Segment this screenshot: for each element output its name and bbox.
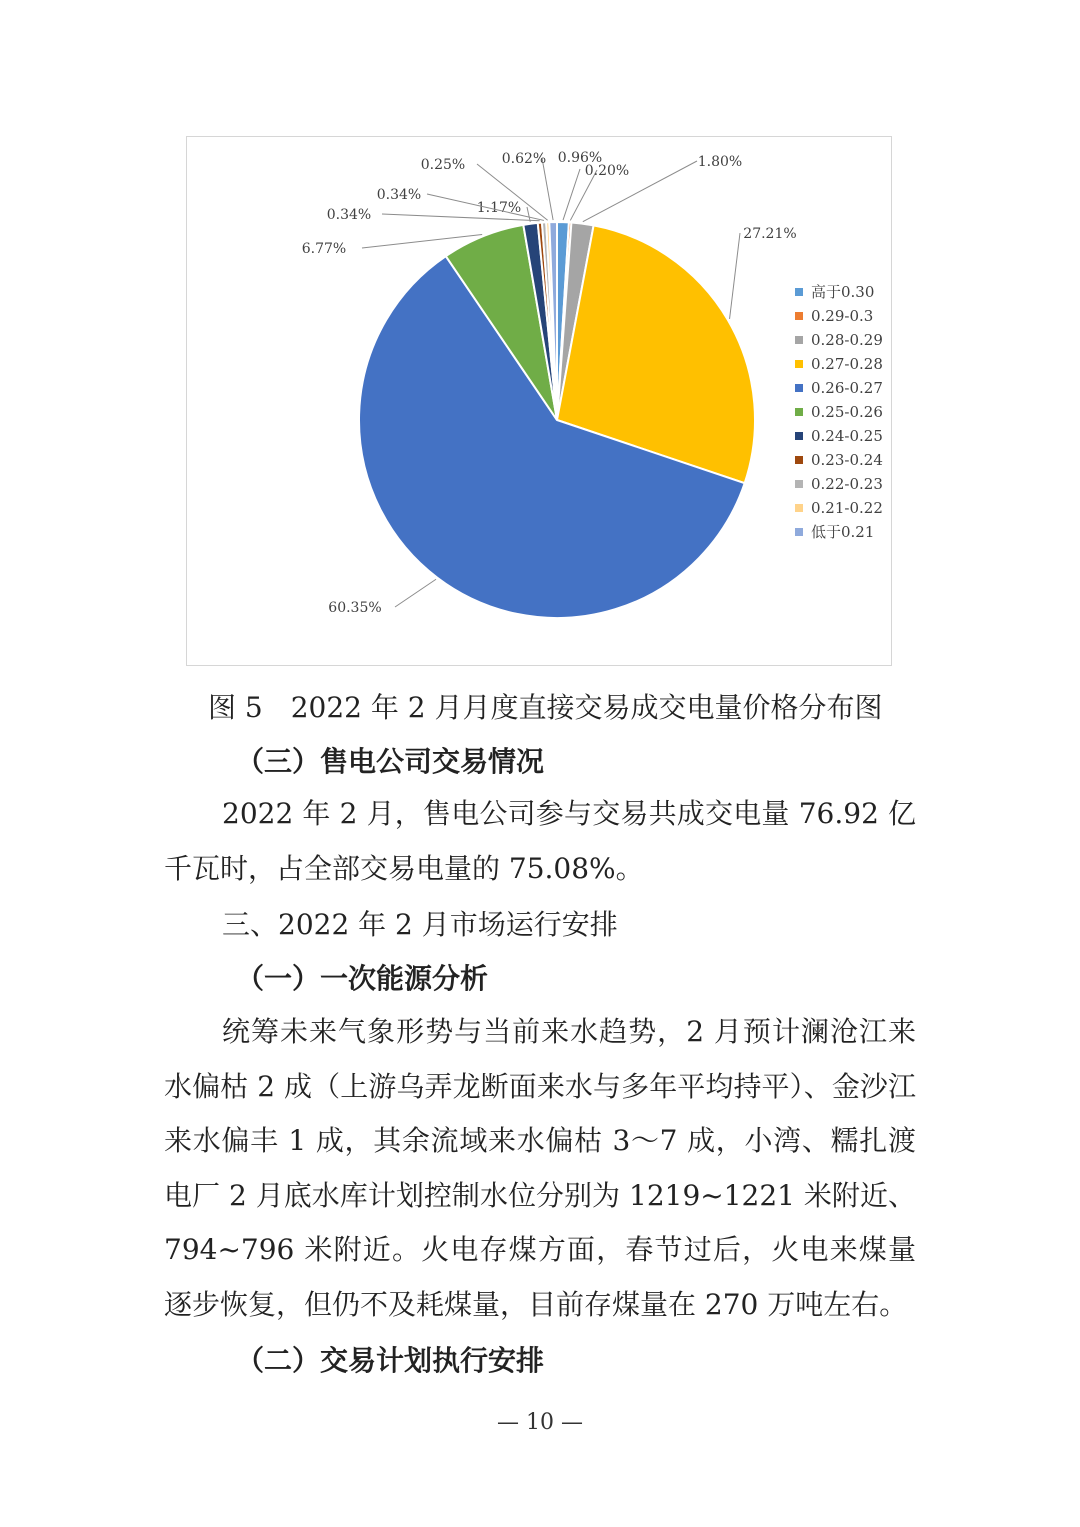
- sub-2-heading: （二）交易计划执行安排: [236, 1344, 545, 1377]
- leader-line: [730, 233, 740, 319]
- legend-item: [795, 424, 883, 448]
- legend-label: 低于0.21: [811, 523, 875, 541]
- legend-item: [795, 520, 883, 544]
- legend-label: 0.28-0.29: [811, 331, 883, 349]
- legend-swatch: [795, 312, 803, 320]
- section-3-paragraph: 2022 年 2 月，售电公司参与交易共成交电量 76.92 亿千瓦时，占全部交易电量的 75.08%。: [164, 797, 916, 885]
- data-label: 0.20%: [584, 163, 630, 179]
- leader-line: [563, 169, 580, 220]
- legend-label: 0.24-0.25: [811, 427, 883, 445]
- data-label: 60.35%: [328, 600, 382, 616]
- section-3-heading: （三）售电公司交易情况: [236, 745, 545, 778]
- legend-swatch: [795, 456, 803, 464]
- legend-swatch: [795, 432, 803, 440]
- legend-swatch: [795, 528, 803, 536]
- leader-line: [527, 207, 530, 222]
- part-3-heading: 三、2022 年 2 月市场运行安排: [222, 908, 618, 941]
- legend-label: 0.25-0.26: [811, 403, 883, 421]
- legend-item: [795, 496, 883, 520]
- chart-legend: [795, 280, 883, 544]
- legend-swatch: [795, 336, 803, 344]
- leader-line: [542, 158, 553, 220]
- data-label: 1.17%: [476, 200, 522, 216]
- legend-label: 0.22-0.23: [811, 475, 883, 493]
- legend-label: 0.29-0.3: [811, 307, 874, 325]
- data-label: 0.96%: [557, 150, 603, 166]
- legend-item: [795, 472, 883, 496]
- legend-item: [795, 328, 883, 352]
- legend-label: 高于0.30: [811, 283, 875, 301]
- legend-swatch: [795, 408, 803, 416]
- figure-caption: 图 5 2022 年 2 月月度直接交易成交电量价格分布图: [208, 691, 883, 724]
- legend-item: [795, 448, 883, 472]
- legend-swatch: [795, 480, 803, 488]
- data-label: 0.25%: [420, 157, 466, 173]
- data-label: 0.62%: [501, 151, 547, 167]
- data-label: 27.21%: [743, 226, 797, 242]
- legend-item: [795, 400, 883, 424]
- legend-label: 0.27-0.28: [811, 355, 883, 373]
- legend-item: [795, 280, 883, 304]
- data-label: 0.34%: [326, 207, 372, 223]
- data-label: 1.80%: [697, 154, 743, 170]
- legend-item: [795, 304, 883, 328]
- legend-swatch: [795, 360, 803, 368]
- data-label: 0.34%: [376, 187, 422, 203]
- legend-label: 0.26-0.27: [811, 379, 883, 397]
- legend-swatch: [795, 288, 803, 296]
- price-distribution-chart: [186, 136, 892, 666]
- page-number: — 10 —: [497, 1410, 583, 1435]
- sub-1-heading: （一）一次能源分析: [236, 962, 489, 995]
- legend-label: 0.23-0.24: [811, 451, 883, 469]
- pie-chart: [187, 137, 893, 667]
- leader-line: [395, 579, 436, 607]
- sub-1-paragraph: 统筹未来气象形势与当前来水趋势，2 月预计澜沧江来水偏枯 2 成（上游乌弄龙断面来水与多年平均持平）、金沙江来水偏丰 1 成，其余流域来水偏枯 3～7 成，小湾、糯扎渡电厂 2 月底水库计划控制水位分别为 1219~1221 米附近、794~796 米附近。火电存煤方面，春节过后，火电来煤量逐步恢复，但仍不及耗煤量，目前存煤量在 270 万吨左右。: [164, 1015, 916, 1321]
- legend-item: [795, 376, 883, 400]
- legend-item: [795, 352, 883, 376]
- data-label: 6.77%: [301, 241, 347, 257]
- legend-swatch: [795, 384, 803, 392]
- legend-label: 0.21-0.22: [811, 499, 883, 517]
- legend-swatch: [795, 504, 803, 512]
